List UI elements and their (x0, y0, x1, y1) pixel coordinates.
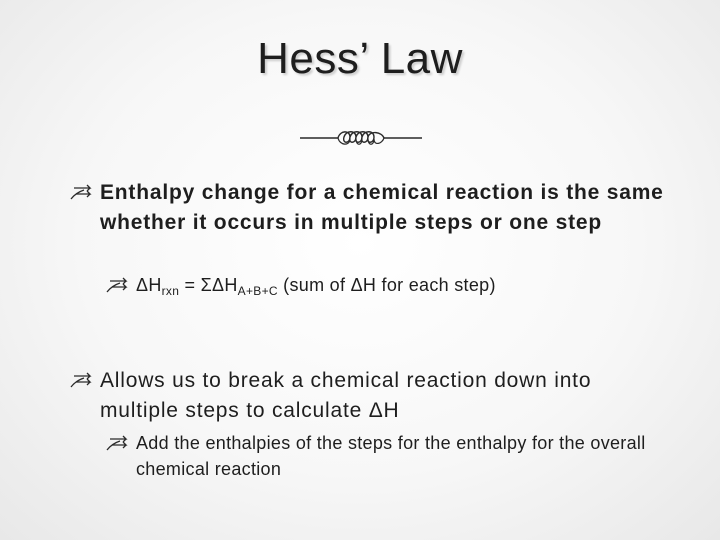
arrow-bullet-icon (70, 372, 92, 388)
slide-title: Hess’ Law (257, 34, 463, 83)
bullet-enthalpy-change (70, 178, 670, 238)
arrow-bullet-icon (106, 435, 128, 451)
bullet-break-reaction (70, 366, 670, 426)
formula-subscript-abc: A+B+C (237, 284, 278, 298)
formula-description: (sum of ΔH for each step) (277, 275, 496, 295)
sub-bullet-add-enthalpies (106, 430, 676, 482)
sub-bullet-formula (106, 272, 676, 298)
sub-bullet-text: Add the enthalpies of the steps for the enthalpy for the overall chemical reaction (136, 433, 646, 479)
arrow-bullet-icon (106, 277, 128, 293)
bullet-text: Enthalpy change for a chemical reaction is the same whether it occurs in multiple steps or one step (100, 181, 664, 234)
formula-text (136, 272, 496, 298)
scroll-ornament-icon (298, 124, 424, 152)
bullet-text: Allows us to break a chemical reaction down into multiple steps to calculate ΔH (100, 369, 592, 422)
formula-delta-h: ΔH (136, 275, 162, 295)
formula-equals-sum: = ΣΔH (179, 275, 238, 295)
arrow-bullet-icon (70, 184, 92, 200)
formula-subscript-rxn: rxn (161, 284, 180, 298)
